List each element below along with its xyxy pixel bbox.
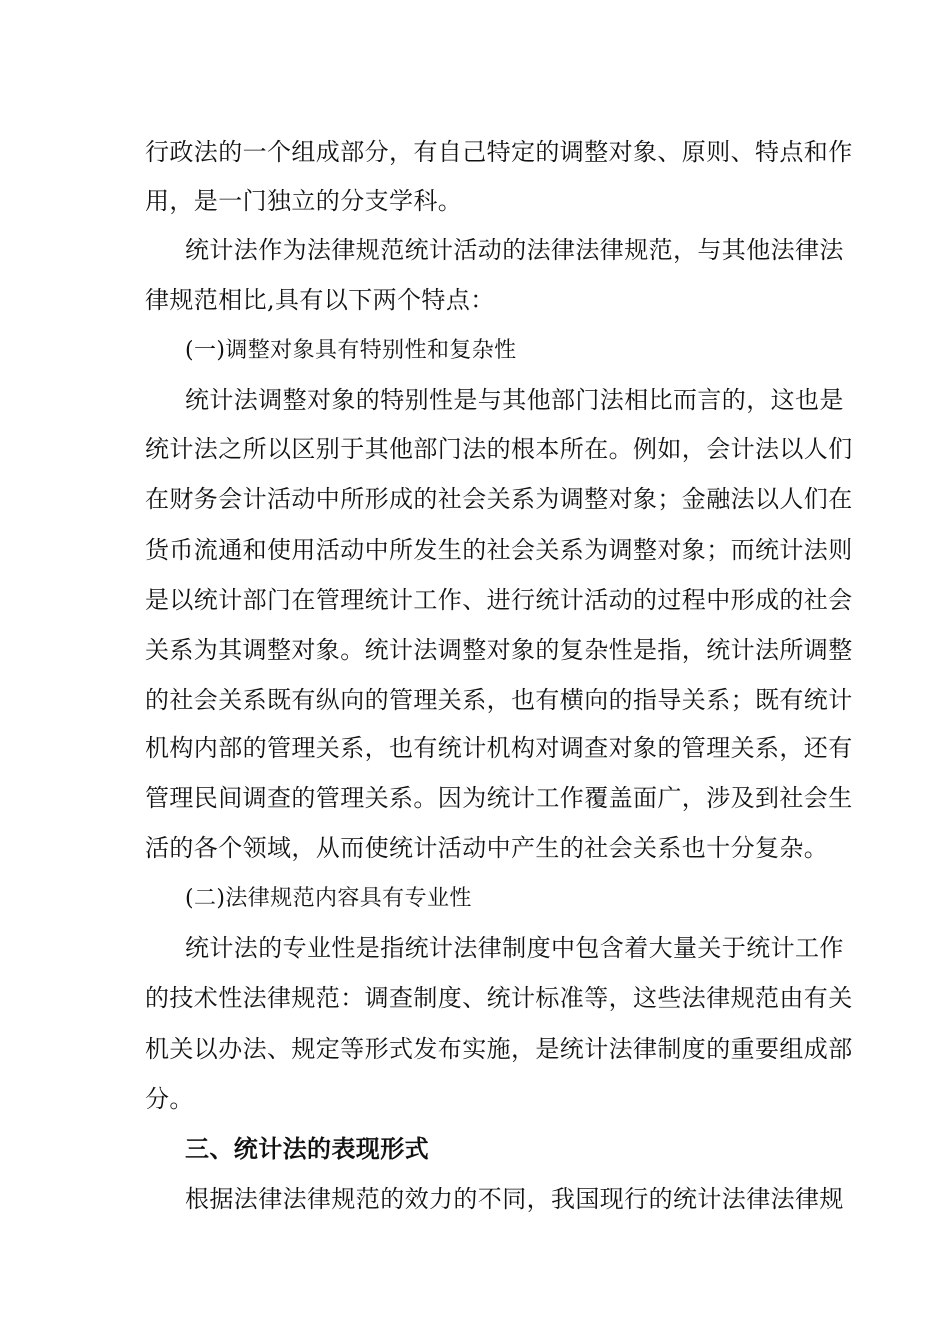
paragraph-line: 机关以办法、规定等形式发布实施，是统计法律制度的重要组成部 [145, 1035, 853, 1063]
paragraph-line: 统计法之所以区别于其他部门法的根本所在。例如，会计法以人们 [145, 435, 853, 463]
paragraph-line: 货币流通和使用活动中所发生的社会关系为调整对象；而统计法则 [145, 536, 853, 564]
section-subheading: (二)法律规范内容具有专业性 [185, 886, 472, 911]
paragraph-line: 律规范相比,具有以下两个特点： [145, 286, 495, 314]
paragraph-line: 统计法作为法律规范统计活动的法律法律规范，与其他法律法 [185, 236, 844, 264]
paragraph-line: 的社会关系既有纵向的管理关系，也有横向的指导关系；既有统计 [145, 686, 853, 714]
paragraph-line: 统计法的专业性是指统计法律制度中包含着大量关于统计工作 [185, 934, 844, 962]
paragraph-line: 在财务会计活动中所形成的社会关系为调整对象；金融法以人们在 [145, 485, 853, 513]
paragraph-line: 的技术性法律规范：调查制度、统计标准等，这些法律规范由有关 [145, 984, 853, 1012]
paragraph-line: 行政法的一个组成部分，有自己特定的调整对象、原则、特点和作 [145, 138, 853, 166]
paragraph-line: 活的各个领域，从而使统计活动中产生的社会关系也十分复杂。 [145, 834, 829, 862]
paragraph-line: 关系为其调整对象。统计法调整对象的复杂性是指，统计法所调整 [145, 636, 853, 664]
paragraph-line: 根据法律法律规范的效力的不同，我国现行的统计法律法律规 [185, 1185, 844, 1213]
paragraph-line: 分。 [145, 1085, 194, 1113]
paragraph-line: 用，是一门独立的分支学科。 [145, 187, 463, 215]
paragraph-line: 机构内部的管理关系，也有统计机构对调查对象的管理关系，还有 [145, 734, 853, 762]
section-heading: 三、统计法的表现形式 [185, 1135, 429, 1163]
section-subheading: (一)调整对象具有特别性和复杂性 [185, 338, 517, 363]
paragraph-line: 管理民间调查的管理关系。因为统计工作覆盖面广，涉及到社会生 [145, 784, 853, 812]
paragraph-line: 统计法调整对象的特别性是与其他部门法相比而言的，这也是 [185, 386, 844, 414]
paragraph-line: 是以统计部门在管理统计工作、进行统计活动的过程中形成的社会 [145, 586, 853, 614]
